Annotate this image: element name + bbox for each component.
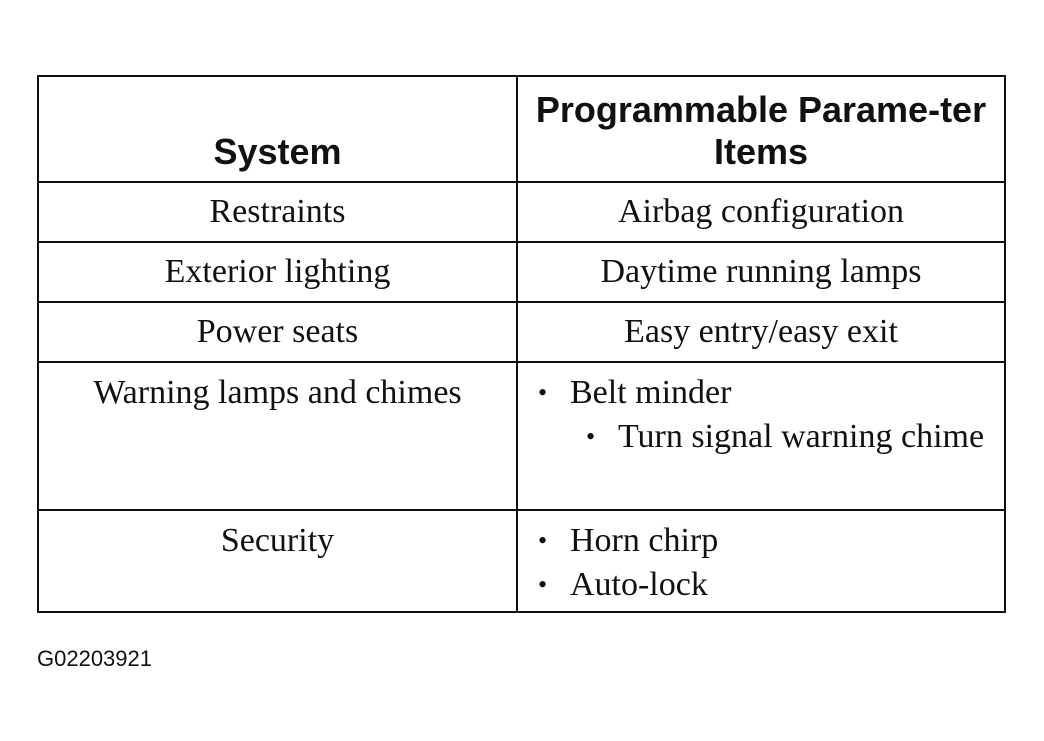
list-item: [532, 519, 1004, 563]
header-row: [38, 76, 1005, 182]
items-cell: [517, 510, 1005, 612]
table-row: [38, 242, 1005, 302]
list-item: [532, 371, 1004, 415]
list-item-label: Horn chirp: [569, 522, 719, 559]
bullet-icon: •: [537, 526, 548, 555]
items-cell: Easy entry/easy exit: [517, 302, 1005, 362]
bullet-icon: •: [537, 570, 548, 599]
items-cell: Daytime running lamps: [517, 242, 1005, 302]
list-item-label: Turn signal warning chime: [617, 418, 985, 455]
figure-id: G02203921: [37, 646, 152, 671]
table-row: [38, 182, 1005, 242]
system-cell: Exterior lighting: [38, 242, 517, 302]
table-row: [38, 362, 1005, 510]
system-cell: Restraints: [38, 182, 517, 242]
list-item: [580, 415, 1004, 459]
items-cell: Airbag configuration: [517, 182, 1005, 242]
list-item-label: Belt minder: [569, 374, 732, 411]
table-row: [38, 302, 1005, 362]
list-item-label: Auto-lock: [569, 566, 708, 603]
system-cell: Security: [38, 510, 517, 612]
list-item: [532, 563, 1004, 607]
bullet-icon: •: [585, 422, 596, 451]
bullet-icon: •: [537, 378, 548, 407]
items-cell: [517, 362, 1005, 510]
bullet-list: [518, 519, 1004, 607]
bullet-list: [518, 371, 1004, 459]
header-items: [517, 76, 1005, 182]
programmable-parameters-table: [37, 75, 1006, 613]
header-system: System: [38, 76, 517, 182]
system-cell: Power seats: [38, 302, 517, 362]
system-cell: Warning lamps and chimes: [38, 362, 517, 510]
header-items-label: Programmable Parame-ter Items: [535, 89, 987, 172]
table-row: [38, 510, 1005, 612]
